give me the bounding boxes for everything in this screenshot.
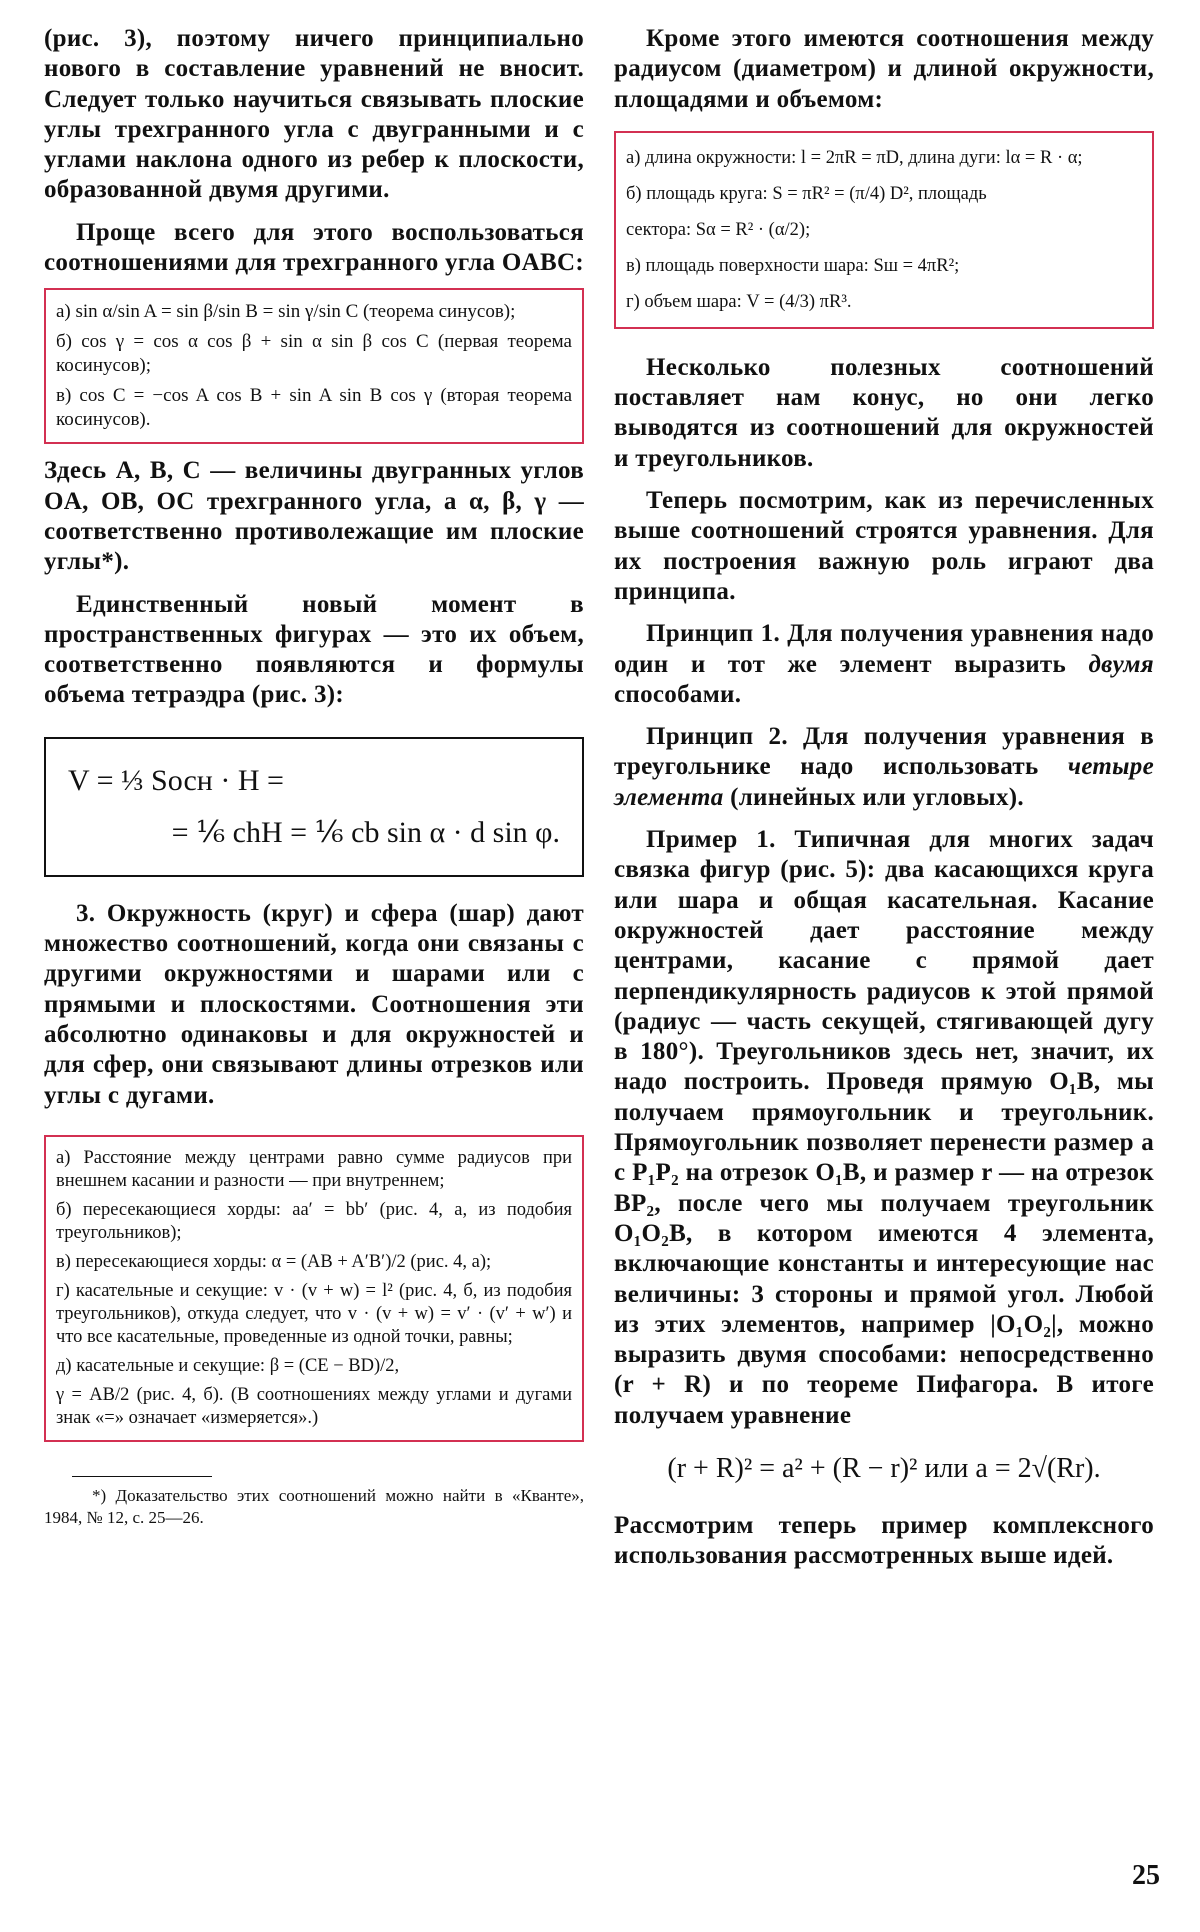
right-paragraph-2: Несколько полезных соотношений поставляет нам конус, но они легко выводятся из соотношений для окружностей и треугольников. [614,353,1154,472]
circle-measures-box [614,131,1154,329]
footnote-rule [72,1476,212,1477]
circumference: а) длина окружности: l = 2πR = πD, длина дуги: lα = R · α; [626,147,1083,168]
formula-line-2: = ⅙ chH = ⅙ cb sin α · d sin φ. [171,815,560,849]
first-cosine-theorem: б) cos γ = cos α cos β + sin α sin β cos C (первая теорема косинусов); [56,331,572,377]
example-1-heading: Пример 1. [646,826,776,854]
sphere-volume: г) объем шара: V = (4/3) πR³. [626,291,852,312]
left-paragraph-5: 3. Окружность (круг) и сфера (шар) дают множество соотношений, когда они связаны с другими окружностями и шарами или с прямыми и плоскостями. Соотношения эти абсолютно одинаковы и для окружностей и для сфер, они связывают длины отрезков или углы с дугами. [44,899,584,1109]
formula-line-1: V = ⅓ Sосн · H = [68,763,284,797]
left-paragraph-1: (рис. 3), поэтому ничего принципиально нового в составление уравнений не вносит. Следует только научиться связывать плоские углы трехгранного угла с двугранными и с углами наклона одного из ребер к плоскости, образованной двумя другими. [44,25,584,204]
circle-relation-f: γ = AB/2 (рис. 4, б). (В соотношениях между углами и дугами знак «=» означает «измеряется».) [56,1384,572,1428]
sine-theorem: а) sin α/sin A = sin β/sin B = sin γ/sin C (теорема синусов); [56,301,516,323]
principle-2-heading: Принцип 2. [646,723,788,751]
page-number: 25 [1132,1860,1160,1891]
sphere-surface: в) площадь поверхности шара: Sш = 4πR²; [626,255,960,276]
left-paragraph-4: Единственный новый момент в пространственных фигурах — это их объем, соответственно появляются и формулы объема тетраэдра (рис. 3): [44,590,584,709]
second-cosine-theorem: в) cos C = −cos A cos B + sin A sin B cos γ (вторая теорема косинусов). [56,385,572,431]
left-paragraph-3: Здесь A, B, C — величины двугранных углов OA, OB, OC трехгранного угла, а α, β, γ — соответственно противолежащие им плоские углы*). [44,457,584,576]
example-1: Пример 1. Типичная для многих задач связка фигур (рис. 5): два касающихся круга или шара и общая касательная. Касание окружностей дает расстояние между центрами, касание с прямой дает перпендикулярность радиусов к этой прямой (радиус — часть секущей, стягивающей дугу в 180°). Треугольников здесь нет, значит, их надо построить. Проведя прямую O₁B, мы получаем прямоугольник и треугольник. Прямоугольник позволяет перенести размер a с P₁P₂ на отрезок O₁B, и размер r — на отрезок BP₂, после чего мы получаем треугольник O₁O₂B, в котором имеются 4 элемента, включающие константы и интересующие нас величины: 3 стороны и прямой угол. Любой из этих элементов, например |O₁O₂|, можно выразить двумя способами: непосредственно (r + R) и по теореме Пифагора. В итоге получаем уравнение [614,826,1155,1429]
circle-relation-e: д) касательные и секущие: β = (CE − BD)/2, [56,1355,400,1376]
circle-relation-d: г) касательные и секущие: v · (v + w) = l² (рис. 4, б, из подобия треугольников), откуда следует, что v · (v + w) = v′ · (v′ + w′) и что все касательные, проведенные из одной точки, равны; [56,1280,572,1347]
principle-2: Принцип 2. Для получения уравнения в треугольнике надо использовать четыре элемента (линейных или угловых). [614,723,1155,811]
circle-relation-c: в) пересекающиеся хорды: α = (AB + A′B′)/2 (рис. 4, а); [56,1251,492,1272]
tetrahedron-volume-formula [44,737,584,877]
principle-1-heading: Принцип 1. [646,620,781,648]
pythagorean-equation: (r + R)² = a² + (R − r)² или a = 2√(Rr). [667,1452,1101,1484]
circle-relation-b: б) пересекающиеся хорды: aa′ = bb′ (рис. 4, а, из подобия треугольников); [56,1199,572,1243]
circle-relations-box [44,1135,584,1442]
trihedral-relations-box [44,288,584,444]
right-paragraph-7: Рассмотрим теперь пример комплексного использования рассмотренных выше идей. [614,1511,1154,1570]
left-column [44,24,584,1529]
right-column [614,24,1154,1572]
right-paragraph-3: Теперь посмотрим, как из перечисленных выше соотношений строятся уравнения. Для их построения важную роль играют два принципа. [614,487,1154,605]
circle-relation-a: а) Расстояние между центрами равно сумме радиусов при внешнем касании и разности — при внутреннем; [56,1147,572,1191]
left-paragraph-2: Проще всего для этого воспользоваться соотношениями для трехгранного угла OABC: [44,218,584,277]
footnote: *) Доказательство этих соотношений можно найти в «Кванте», 1984, № 12, с. 25—26. [44,1485,584,1527]
right-paragraph-1: Кроме этого имеются соотношения между радиусом (диаметром) и длиной окружности, площадями и объемом: [614,25,1154,113]
principle-1: Принцип 1. Для получения уравнения надо один и тот же элемент выразить двумя способами. [614,620,1155,708]
circle-area: б) площадь круга: S = πR² = (π/4) D², площадь [626,183,987,204]
sector-area: сектора: Sα = R² · (α/2); [626,219,811,240]
